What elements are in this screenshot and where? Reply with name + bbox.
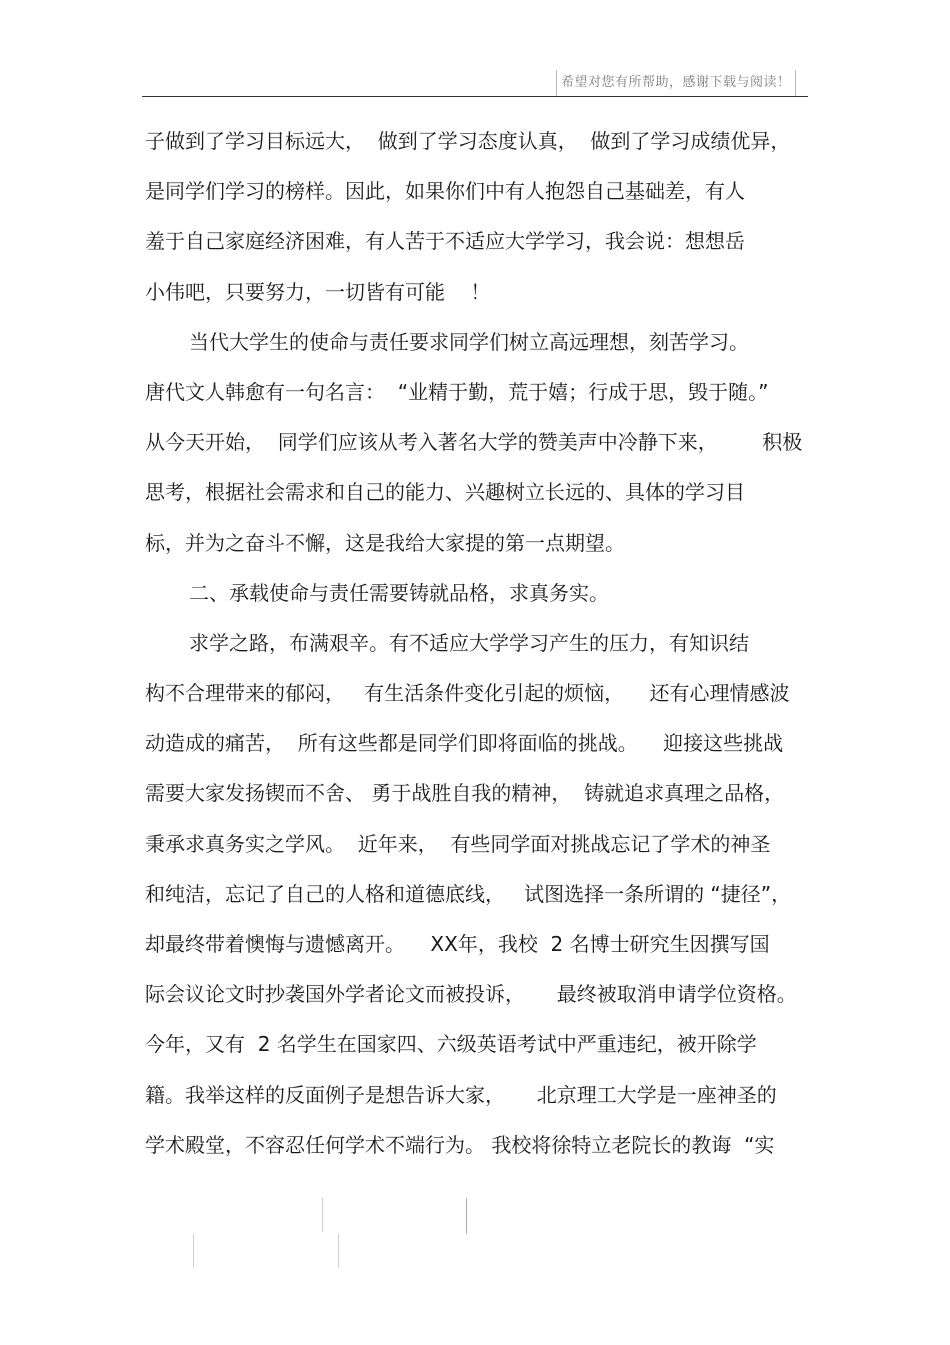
text-line: 羞于自己家庭经济困难，有人苦于不适应大学学习，我会说：想想岳 [145,229,745,254]
section-heading: 二、承载使命与责任需要铸就品格，求真务实。 [189,580,609,605]
text-line: 和纯洁，忘记了自己的人格和道德底线， 试图选择一条所谓的 “捷径”， [145,881,792,906]
text-line: 动造成的痛苦， 所有这些都是同学们即将面临的挑战。 迎接这些挑战 [145,731,784,756]
text-line: 唐代文人韩愈有一句名言： “业精于勤，荒于嬉；行成于思，毁于随。” [145,379,769,404]
scan-artifact-line [466,1198,467,1234]
document-body [145,116,810,1170]
text-line: 标，并为之奋斗不懈，这是我给大家提的第一点期望。 [145,530,625,555]
text-line: 际会议论文时抄袭国外学者论文而被投诉， 最终被取消申请学位资格。 [145,982,797,1007]
scan-artifact-line [322,1198,323,1232]
text-line: 构不合理带来的郁闷， 有生活条件变化引起的烦恼， 还有心理情感波 [145,681,790,706]
text-line: 从今天开始， 同学们应该从考入著名大学的赞美声中冷静下来， 积极 [145,430,803,455]
text-line: 是同学们学习的榜样。因此，如果你们中有人抱怨自己基础差，有人 [145,179,745,204]
paragraph-start-line: 求学之路，布满艰辛。有不适应大学学习产生的压力，有知识结 [189,630,749,655]
header-note: 希望对您有所帮助，感谢下载与阅读！ [556,70,796,96]
text-line: 需要大家发扬锲而不舍、 勇于战胜自我的精神， 铸就追求真理之品格， [145,781,785,806]
text-line: 学术殿堂，不容忍任何学术不端行为。 我校将徐特立老院长的教诲 “实 [145,1132,775,1157]
scan-artifact-line [338,1234,339,1268]
text-line: 思考，根据社会需求和自己的能力、兴趣树立长远的、具体的学习目 [145,480,745,505]
scan-artifact-line [193,1234,194,1268]
paragraph-start-line: 当代大学生的使命与责任要求同学们树立高远理想，刻苦学习。 [189,329,749,354]
header-rule [142,96,808,97]
text-line: 却最终带着懊悔与遗憾离开。 XX年，我校 2 名博士研究生因撰写国 [145,932,770,956]
text-line: 今年，又有 2 名学生在国家四、六级英语考试中严重违纪，被开除学 [145,1032,757,1057]
text-line: 小伟吧，只要努力，一切皆有可能 ！ [145,279,491,304]
text-line: 子做到了学习目标远大， 做到了学习态度认真， 做到了学习成绩优异， [145,129,791,153]
text-line: 秉承求真务实之学风。 近年来， 有些同学面对挑战忘记了学术的神圣 [145,831,771,856]
text-line: 籍。我举这样的反面例子是想告诉大家， 北京理工大学是一座神圣的 [145,1082,777,1107]
